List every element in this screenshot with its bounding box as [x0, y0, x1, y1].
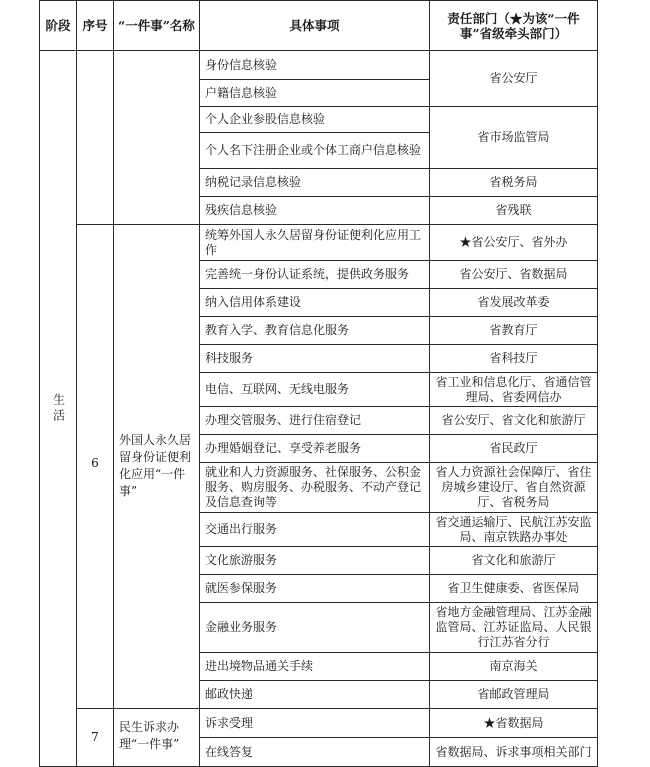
item-cell: 个人名下注册企业或个体工商户信息核验 — [200, 133, 430, 169]
dept-cell: 省工业和信息化厅、省通信管理局、省委网信办 — [430, 373, 598, 407]
stage-cell: 生活 — [40, 51, 77, 767]
seq-cell-empty — [77, 51, 114, 225]
dept-cell: ★省数据局 — [430, 709, 598, 738]
item-cell: 个人企业参股信息核验 — [200, 107, 430, 133]
name-cell: 民生诉求办理“一件事” — [114, 709, 200, 767]
item-cell: 邮政快递 — [200, 681, 430, 709]
item-cell: 纳入信用体系建设 — [200, 289, 430, 317]
header-dept: 责任部门（★为该“一件事”省级牵头部门） — [430, 1, 598, 51]
item-cell: 办理交管服务、进行住宿登记 — [200, 407, 430, 435]
item-cell: 残疾信息核验 — [200, 197, 430, 225]
table-row — [40, 709, 598, 738]
dept-cell: 省市场监管局 — [430, 107, 598, 169]
header-seq: 序号 — [77, 1, 114, 51]
item-cell: 完善统一身份认证系统，提供政务服务 — [200, 261, 430, 289]
dept-cell: 省税务局 — [430, 169, 598, 197]
item-cell: 电信、互联网、无线电服务 — [200, 373, 430, 407]
header-stage: 阶段 — [40, 1, 77, 51]
header-item: 具体事项 — [200, 1, 430, 51]
dept-cell: 省民政厅 — [430, 435, 598, 463]
table-header-row — [40, 1, 598, 51]
dept-cell: 省人力资源社会保障厅、省住房城乡建设厅、省自然资源厅、省税务局 — [430, 463, 598, 513]
name-cell: 外国人永久居留身份证便利化应用“一件事” — [114, 225, 200, 709]
item-cell: 金融业务服务 — [200, 603, 430, 653]
seq-cell: 7 — [77, 709, 114, 767]
dept-cell: 省科技厅 — [430, 345, 598, 373]
name-cell-empty — [114, 51, 200, 225]
dept-cell: 省交通运输厅、民航江苏安监局、南京铁路办事处 — [430, 513, 598, 547]
table-row — [40, 51, 598, 80]
dept-cell: 省邮政管理局 — [430, 681, 598, 709]
item-cell: 纳税记录信息核验 — [200, 169, 430, 197]
seq-cell: 6 — [77, 225, 114, 709]
item-cell: 户籍信息核验 — [200, 80, 430, 107]
item-cell: 文化旅游服务 — [200, 547, 430, 575]
dept-cell: 省发展改革委 — [430, 289, 598, 317]
item-cell: 诉求受理 — [200, 709, 430, 738]
dept-cell: 省地方金融管理局、江苏金融监管局、江苏证监局、人民银行江苏省分行 — [430, 603, 598, 653]
item-cell: 办理婚姻登记、享受养老服务 — [200, 435, 430, 463]
dept-cell: 省数据局、诉求事项相关部门 — [430, 738, 598, 767]
dept-cell: 南京海关 — [430, 653, 598, 681]
dept-cell: 省文化和旅游厅 — [430, 547, 598, 575]
item-cell: 科技服务 — [200, 345, 430, 373]
item-cell: 进出境物品通关手续 — [200, 653, 430, 681]
responsibility-table — [39, 0, 598, 767]
dept-cell: 省公安厅、省文化和旅游厅 — [430, 407, 598, 435]
dept-cell: 省教育厅 — [430, 317, 598, 345]
item-cell: 就医参保服务 — [200, 575, 430, 603]
dept-cell: ★省公安厅、省外办 — [430, 225, 598, 261]
dept-cell: 省卫生健康委、省医保局 — [430, 575, 598, 603]
item-cell: 身份信息核验 — [200, 51, 430, 80]
table-row — [40, 225, 598, 261]
item-cell: 交通出行服务 — [200, 513, 430, 547]
item-cell: 统筹外国人永久居留身份证便利化应用工作 — [200, 225, 430, 261]
dept-cell: 省公安厅、省数据局 — [430, 261, 598, 289]
dept-cell: 省公安厅 — [430, 51, 598, 107]
header-name: “一件事”名称 — [114, 1, 200, 51]
item-cell: 在线答复 — [200, 738, 430, 767]
item-cell: 就业和人力资源服务、社保服务、公积金服务、购房服务、办税服务、不动产登记及信息查询等 — [200, 463, 430, 513]
item-cell: 教育入学、教育信息化服务 — [200, 317, 430, 345]
dept-cell: 省残联 — [430, 197, 598, 225]
